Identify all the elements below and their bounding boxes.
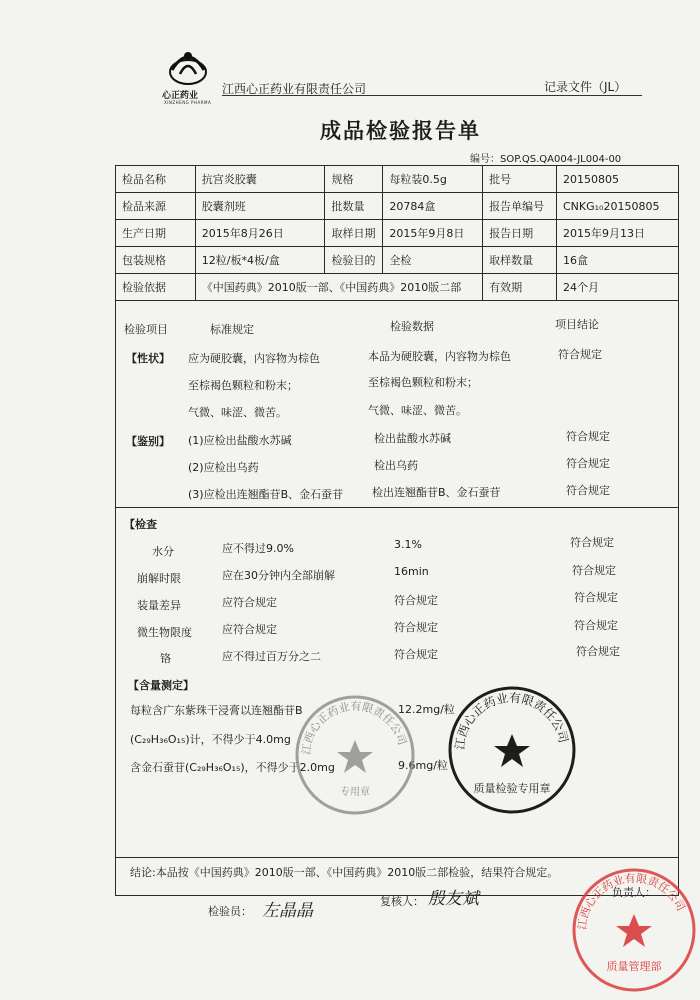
col-header-item: 检验项目 [124,323,168,336]
company-logo [158,48,222,104]
result-text: 符合规定 [574,591,618,604]
info-table [115,165,679,301]
data-text: 9.6mg/粒 [398,759,448,772]
table-row [116,220,679,247]
reviewer-label: 复核人： [380,895,424,908]
table-cell: 报告单编号 [483,193,557,220]
conclusion-text: 结论:本品按《中国药典》2010版一部、《中国药典》2010版二部检验，结果符合规定。 [130,866,559,879]
assay-text: (C₂₉H₃₆O₁₅)计，不得少于4.0mg [130,733,291,746]
result-text: 符合规定 [566,457,610,470]
page-title: 成品检验报告单 [320,118,481,143]
table-cell: 生产日期 [116,220,196,247]
table-cell: 16盒 [557,247,679,274]
data-text: 至棕褐色颗粒和粉末； [368,376,478,389]
table-cell: 批数量 [325,193,383,220]
col-header-conclusion: 项目结论 [555,318,599,331]
col-header-data: 检验数据 [390,320,434,333]
data-text: 检出连翘酯苷B、金石蚕苷 [372,486,501,499]
standard-text: 应为硬胶囊，内容物为棕色 [188,352,320,365]
company-name: 江西心正药业有限责任公司 [222,82,367,96]
section-xingzhuang: 【性状】 [126,352,170,365]
qa-dept-seal-stamp [568,864,700,996]
table-row [116,274,679,301]
data-text: 符合规定 [394,621,438,634]
standard-text: 至棕褐色颗粒和粉末； [188,379,298,392]
table-cell: 检验目的 [325,247,383,274]
section-jianbie: 【鉴别】 [126,435,170,448]
table-cell: 2015年9月13日 [557,220,679,247]
standard-text: 应在30分钟内全部崩解 [222,569,335,582]
header-rule [222,95,642,96]
table-cell: 检品名称 [116,166,196,193]
data-text: 气微、味涩、微苦。 [368,404,467,417]
table-cell: 20784盒 [383,193,483,220]
table-cell: 12粒/板*4板/盒 [195,247,325,274]
company-seal-stamp [290,690,420,820]
logo-emblem-icon [158,48,218,88]
check-item: 铬 [160,652,171,665]
table-cell: 规格 [325,166,383,193]
data-text: 符合规定 [394,594,438,607]
logo-text: 心正药业 [162,91,199,101]
data-text: 本品为硬胶囊，内容物为棕色 [368,350,511,363]
check-item: 崩解时限 [137,572,181,585]
result-text: 符合规定 [570,536,614,549]
quality-seal-stamp [442,680,582,820]
data-text: 检出盐酸水苏碱 [374,432,451,445]
result-text: 符合规定 [576,645,620,658]
standard-text: 应不得过百万分之二 [222,650,321,663]
table-cell: 全检 [383,247,483,274]
section-jiancha: 【检查 [124,518,157,531]
assay-text: 含金石蚕苷(C₂₉H₃₆O₁₅)，不得少于2.0mg [130,761,335,774]
inspector-label: 检验员： [208,905,252,918]
standard-text: 气微、味涩、微苦。 [188,406,287,419]
section-hanliang: 【含量测定】 [128,679,194,692]
table-cell: 2015年8月26日 [195,220,325,247]
record-file-label: 记录文件（JL） [544,80,627,94]
data-text: 12.2mg/粒 [398,703,455,716]
table-cell: 批号 [483,166,557,193]
seal-text: 江西心正药业有限责任公司 [299,699,409,756]
table-cell: 20150805 [557,166,679,193]
inspector-signature: 左晶晶 [262,901,313,921]
data-text: 3.1% [394,538,422,551]
standard-text: (1)应检出盐酸水苏碱 [188,434,292,447]
table-cell: 24个月 [557,274,679,301]
table-row [116,193,679,220]
table-cell: 有效期 [483,274,557,301]
doc-code: 编号：SOP.QS.QA004-JL004-00 [470,154,622,165]
data-text: 检出乌药 [374,459,418,472]
seal-subtext: 质量管理部 [606,960,662,973]
result-text: 符合规定 [572,564,616,577]
table-cell: 《中国药典》2010版一部、《中国药典》2010版二部 [195,274,482,301]
table-cell: 取样数量 [483,247,557,274]
reviewer-signature: 殷友斌 [428,889,479,909]
table-cell: 胶囊剂班 [195,193,325,220]
seal-subtext: 专用章 [340,787,370,798]
data-text: 符合规定 [394,648,438,661]
standard-text: (2)应检出乌药 [188,461,259,474]
logo-subtext: XINZHENG PHARMA [164,100,212,105]
section-divider [115,507,679,508]
table-cell: CNKG₁₀20150805 [557,193,679,220]
table-cell: 报告日期 [483,220,557,247]
col-header-standard: 标准规定 [210,323,254,336]
seal-subtext: 质量检验专用章 [473,782,551,795]
result-text: 符合规定 [558,348,602,361]
table-cell: 取样日期 [325,220,383,247]
table-cell: 包装规格 [116,247,196,274]
check-item: 装量差异 [137,599,181,612]
seal-text: 江西心正药业有限责任公司 [575,871,688,931]
seal-text: 江西心正药业有限责任公司 [452,690,571,751]
result-text: 符合规定 [574,619,618,632]
result-text: 符合规定 [566,484,610,497]
standard-text: 应符合规定 [222,623,277,636]
table-row [116,247,679,274]
check-item: 微生物限度 [137,626,192,639]
result-text: 符合规定 [566,430,610,443]
standard-text: (3)应检出连翘酯苷B、金石蚕苷 [188,488,344,501]
table-cell: 检验依据 [116,274,196,301]
standard-text: 应符合规定 [222,596,277,609]
check-item: 水分 [152,545,174,558]
standard-text: 应不得过9.0% [222,542,294,555]
table-cell: 每粒装0.5g [383,166,483,193]
table-cell: 检品来源 [116,193,196,220]
assay-text: 每粒含广东紫珠干浸膏以连翘酯苷B [130,704,303,717]
table-cell: 抗宫炎胶囊 [195,166,325,193]
data-text: 16min [394,565,429,578]
responsible-label: 负责人： [612,886,656,899]
section-divider [115,857,679,858]
table-row [116,166,679,193]
table-cell: 2015年9月8日 [383,220,483,247]
